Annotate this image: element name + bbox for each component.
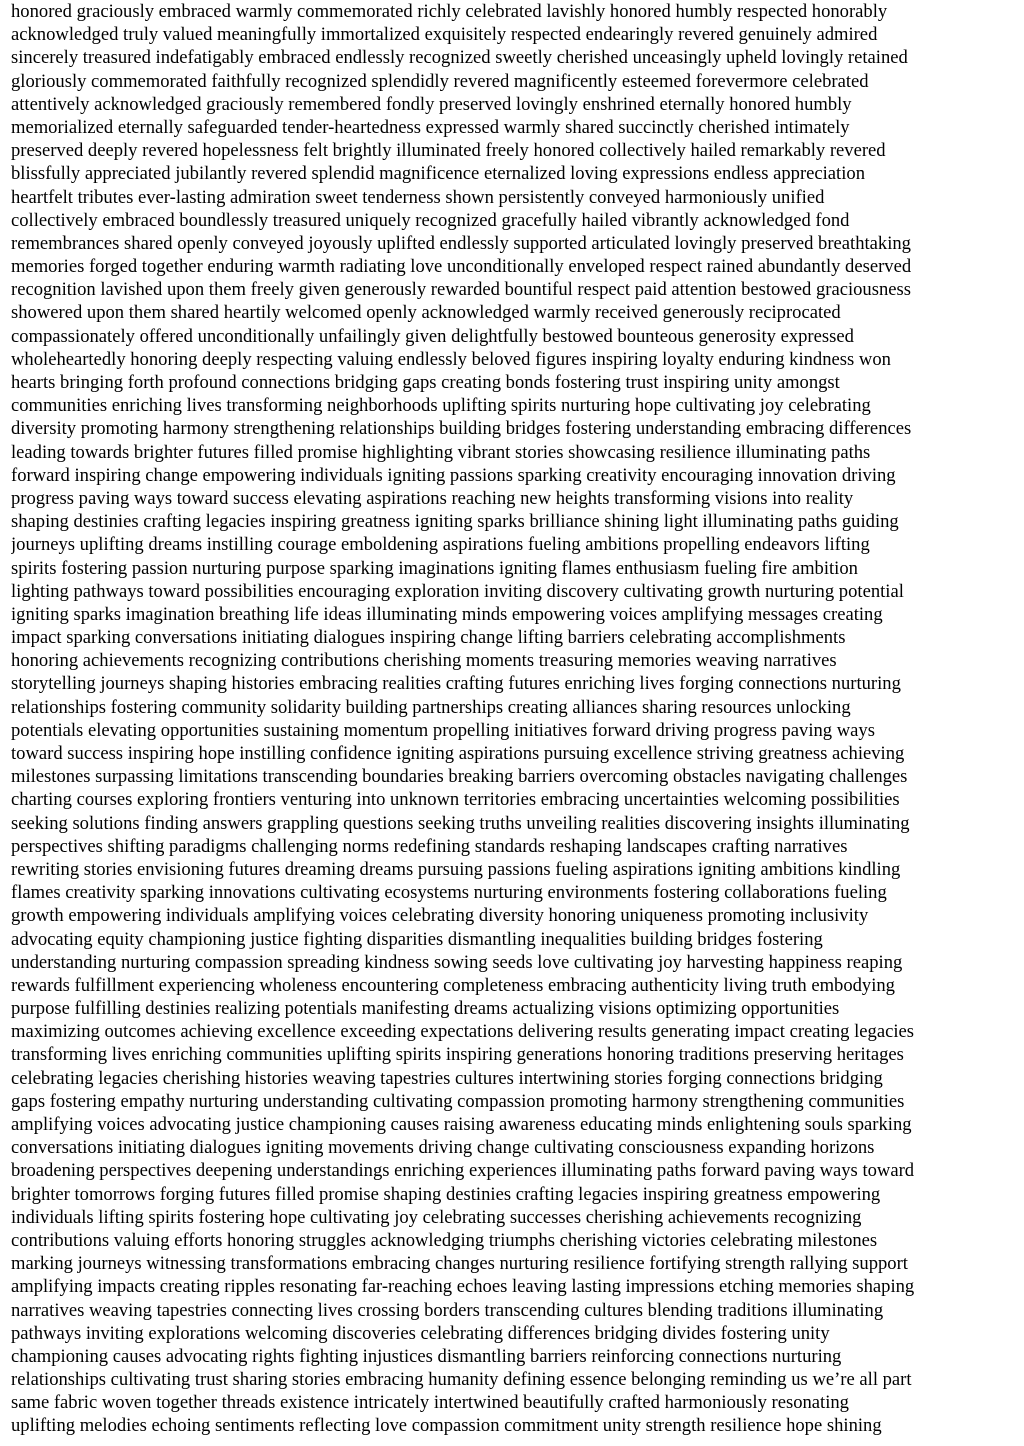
- text-line: toward success inspiring hope instilling confidence igniting aspirations pursuing excellence striving greatness achieving: [11, 743, 905, 764]
- text-line: relationships fostering community solidarity building partnerships creating alliances sharing resources unlocking: [11, 696, 851, 718]
- text-line: sincerely treasured indefatigably embraced endlessly recognized sweetly cherished unceasingly upheld lovingly retained: [11, 47, 908, 69]
- text-line: individuals lifting spirits fostering hope cultivating joy celebrating successes cherishing achievements recognizing: [11, 1206, 862, 1228]
- text-line: growth empowering individuals amplifying voices celebrating diversity honoring uniqueness promoting inclusivity: [11, 905, 869, 927]
- text-line: remembrances shared openly conveyed joyously uplifted endlessly supported articulated lovingly preserved breathtaking: [11, 232, 911, 254]
- text-line: igniting sparks imagination breathing life ideas illuminating minds empowering voices amplifying messages creating: [11, 603, 883, 625]
- text-line: spirits fostering passion nurturing purpose sparking imaginations igniting flames enthusiasm fueling fire ambition: [11, 557, 858, 579]
- text-line: journeys uplifting dreams instilling courage emboldening aspirations fueling ambitions propelling endeavors lifting: [11, 534, 870, 556]
- text-line: gaps fostering empathy nurturing understanding cultivating compassion promoting harmony strengthening communities: [11, 1090, 905, 1112]
- text-line: memories forged together enduring warmth radiating love unconditionally enveloped respect rained abundantly deserved: [11, 256, 912, 278]
- text-line: perspectives shifting paradigms challenging norms redefining standards reshaping landscapes crafting narratives: [11, 835, 848, 857]
- text-line: purpose fulfilling destinies realizing potentials manifesting dreams actualizing visions optimizing opportunities: [11, 998, 840, 1020]
- text-line: hearts bringing forth profound connections bridging gaps creating bonds fostering trust inspiring unity amongst: [11, 372, 840, 393]
- text-line: preserved deeply revered hopelessness felt brightly illuminated freely honored collectively hailed remarkably revered: [11, 140, 886, 162]
- text-line: rewriting stories envisioning futures dreaming dreams pursuing passions fueling aspirations igniting ambitions kindling: [11, 858, 901, 880]
- text-line: brighter tomorrows forging futures filled promise shaping destinies crafting legacies inspiring greatness empowering: [11, 1183, 881, 1205]
- text-line: honored graciously embraced warmly commemorated richly celebrated lavishly honored humbly respected honorably: [11, 1, 888, 22]
- text-line: blissfully appreciated jubilantly revered splendid magnificence eternalized loving expressions endless appreciation: [11, 163, 865, 185]
- text-line: impact sparking conversations initiating dialogues inspiring change lifting barriers celebrating accomplishments: [11, 627, 846, 649]
- text-line: leading towards brighter futures filled promise highlighting vibrant stories showcasing resilience illuminating paths: [11, 441, 871, 463]
- text-line: attentively acknowledged graciously remembered fondly preserved lovingly enshrined eternally honored humbly: [11, 93, 852, 115]
- text-line: collectively embraced boundlessly treasured uniquely recognized gracefully hailed vibrantly acknowledged fond: [11, 209, 850, 231]
- text-line: amplifying impacts creating ripples resonating far-reaching echoes leaving lasting impressions etching memories shaping: [11, 1276, 915, 1298]
- text-line: milestones surpassing limitations transcending boundaries breaking barriers overcoming obstacles navigating challenges: [11, 766, 908, 788]
- text-line: seeking solutions finding answers grappling questions seeking truths unveiling realities discovering insights illuminating: [11, 812, 910, 834]
- text-line: compassionately offered unconditionally unfailingly given delightfully bestowed bounteous generosity expressed: [11, 325, 854, 347]
- text-line: rewards fulfillment experiencing wholeness encountering completeness embracing authenticity living truth embodying: [11, 974, 895, 996]
- text-line: broadening perspectives deepening understandings enriching experiences illuminating paths forward paving ways toward: [11, 1160, 915, 1182]
- text-line: forward inspiring change empowering individuals igniting passions sparking creativity encouraging innovation driving: [11, 464, 896, 486]
- text-line: honoring achievements recognizing contributions cherishing moments treasuring memories weaving narratives: [11, 650, 837, 672]
- text-line: progress paving ways toward success elevating aspirations reaching new heights transforming visions into reality: [11, 487, 854, 509]
- text-line: conversations initiating dialogues igniting movements driving change cultivating consciousness expanding horizons: [11, 1137, 875, 1159]
- text-line: celebrating legacies cherishing histories weaving tapestries cultures intertwining stories forging connections bridging: [11, 1067, 883, 1089]
- text-line: recognition lavished upon them freely given generously rewarded bountiful respect paid attention bestowed graciousness: [11, 279, 911, 301]
- text-line: lighting pathways toward possibilities encouraging exploration inviting discovery cultivating growth nurturing potential: [11, 580, 904, 602]
- text-line: amplifying voices advocating justice championing causes raising awareness educating minds enlightening souls sparking: [11, 1114, 912, 1135]
- text-line: marking journeys witnessing transformations embracing changes nurturing resilience fortifying strength rallying support: [11, 1253, 908, 1275]
- text-line: diversity promoting harmony strengthening relationships building bridges fostering understanding embracing differences: [11, 418, 912, 440]
- text-line: shaping destinies crafting legacies inspiring greatness igniting sparks brilliance shining light illuminating paths guiding: [11, 511, 899, 533]
- text-line: acknowledged truly valued meaningfully immortalized exquisitely respected endearingly revered genuinely admired: [11, 24, 878, 46]
- text-line: memorialized eternally safeguarded tender-heartedness expressed warmly shared succinctly cherished intimately: [11, 116, 850, 138]
- text-line: uplifting melodies echoing sentiments reflecting love compassion commitment unity strength resilience hope shining: [11, 1415, 882, 1437]
- text-line: heartfelt tributes ever-lasting admiration sweet tenderness shown persistently conveyed harmoniously unified: [11, 186, 825, 208]
- text-line: wholeheartedly honoring deeply respecting valuing endlessly beloved figures inspiring loyalty enduring kindness won: [11, 348, 891, 370]
- document-body: [11, 0, 1017, 1438]
- text-line: championing causes advocating rights fighting injustices dismantling barriers reinforcing connections nurturing: [11, 1345, 842, 1367]
- text-line: narratives weaving tapestries connecting lives crossing borders transcending cultures blending traditions illuminating: [11, 1299, 884, 1321]
- text-line: relationships cultivating trust sharing stories embracing humanity defining essence belonging reminding us we’re all part: [11, 1369, 912, 1391]
- text-line: contributions valuing efforts honoring struggles acknowledging triumphs cherishing victories celebrating milestones: [11, 1229, 878, 1251]
- text-line: potentials elevating opportunities sustaining momentum propelling initiatives forward driving progress paving ways: [11, 719, 875, 741]
- text-line: understanding nurturing compassion spreading kindness sowing seeds love cultivating joy harvesting happiness reaping: [11, 951, 903, 973]
- text-line: storytelling journeys shaping histories embracing realities crafting futures enriching lives forging connections nurturing: [11, 673, 901, 695]
- text-line: flames creativity sparking innovations cultivating ecosystems nurturing environments fostering collaborations fueling: [11, 882, 887, 904]
- text-line: transforming lives enriching communities uplifting spirits inspiring generations honoring traditions preserving heritages: [11, 1044, 904, 1066]
- text-line: maximizing outcomes achieving excellence exceeding expectations delivering results generating impact creating legacies: [11, 1021, 914, 1043]
- text-line: communities enriching lives transforming neighborhoods uplifting spirits nurturing hope cultivating joy celebrating: [11, 395, 871, 417]
- text-line: charting courses exploring frontiers venturing into unknown territories embracing uncertainties welcoming possibilities: [11, 789, 900, 811]
- text-line: same fabric woven together threads existence intricately intertwined beautifully crafted harmoniously resonating: [11, 1392, 849, 1414]
- text-line: showered upon them shared heartily welcomed openly acknowledged warmly received generously reciprocated: [11, 302, 841, 324]
- text-line: pathways inviting explorations welcoming discoveries celebrating differences bridging divides fostering unity: [11, 1322, 830, 1344]
- text-line: gloriously commemorated faithfully recognized splendidly revered magnificently esteemed forevermore celebrated: [11, 70, 869, 92]
- text-line: advocating equity championing justice fighting disparities dismantling inequalities building bridges fostering: [11, 928, 823, 950]
